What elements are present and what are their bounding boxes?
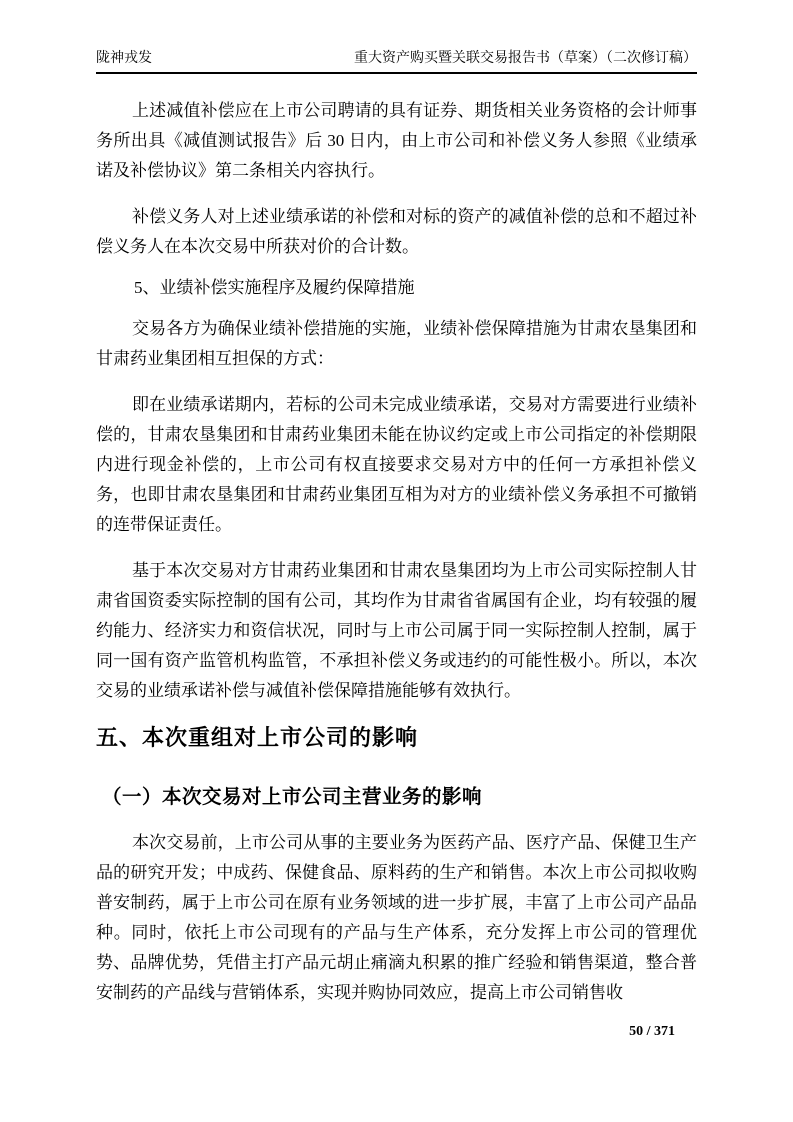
paragraph-impairment-procedure: 上述减值补偿应在上市公司聘请的具有证券、期货相关业务资格的会计师事务所出具《减值测试报告》后 30 日内，由上市公司和补偿义务人参照《业绩承诺及补偿协议》第二条相关内容执行。 [96, 101, 697, 180]
page-number: 50 / 371 [629, 1024, 675, 1039]
paragraph-guarantee-intro: 交易各方为确保业绩补偿措施的实施，业绩补偿保障措施为甘肃农垦集团和甘肃药业集团相互担保的方式： [96, 319, 697, 368]
header-report-title: 重大资产购买暨关联交易报告书（草案）（二次修订稿） [354, 51, 697, 66]
paragraph-main-business-impact: 本次交易前，上市公司从事的主要业务为医药产品、医疗产品、保健卫生产品的研究开发；中成药、保健食品、原料药的生产和销售。本次上市公司拟收购普安制药，属于上市公司在原有业务领域的进一步扩展，丰富了上市公司产品品种。同时，依托上市公司现有的产品与生产体系，充分发挥上市公司的管理优势、品牌优势，凭借主打产品元胡止痛滴丸积累的推广经验和销售渠道，整合普安制药的产品线与营销体系，实现并购协同效应，提高上市公司销售收 [96, 833, 697, 1002]
subsection-heading: （一）本次交易对上市公司主营业务的影响 [102, 786, 483, 808]
page-content [96, 80, 697, 1008]
paragraph-compensation-cap: 补偿义务人对上述业绩承诺的补偿和对标的资产的减值补偿的总和不超过补偿义务人在本次交易中所获对价的合计数。 [96, 207, 697, 256]
section-heading: 五、本次重组对上市公司的影响 [96, 725, 419, 750]
paragraph-guarantee-basis: 基于本次交易对方甘肃药业集团和甘肃农垦集团均为上市公司实际控制人甘肃省国资委实际控制的国有公司，其均作为甘肃省省属国有企业，均有较强的履约能力、经济实力和资信状况，同时与上市公司属于同一实际控制人控制，属于同一国有资产监管机构监管，不承担补偿义务或违约的可能性极小。所以，本次交易的业绩承诺补偿与减值补偿保障措施能够有效执行。 [96, 561, 697, 700]
page-header [96, 50, 697, 74]
numbered-sub-heading: 5、业绩补偿实施程序及履约保障措施 [134, 278, 415, 297]
paragraph-guarantee-detail: 即在业绩承诺期内，若标的公司未完成业绩承诺，交易对方需要进行业绩补偿的，甘肃农垦集团和甘肃药业集团未能在协议约定或上市公司指定的补偿期限内进行现金补偿的，上市公司有权直接要求交易对方中的任何一方承担补偿义务，也即甘肃农垦集团和甘肃药业集团互相为对方的业绩补偿义务承担不可撤销的连带保证责任。 [96, 395, 697, 534]
header-company-name: 陇神戎发 [96, 51, 152, 66]
